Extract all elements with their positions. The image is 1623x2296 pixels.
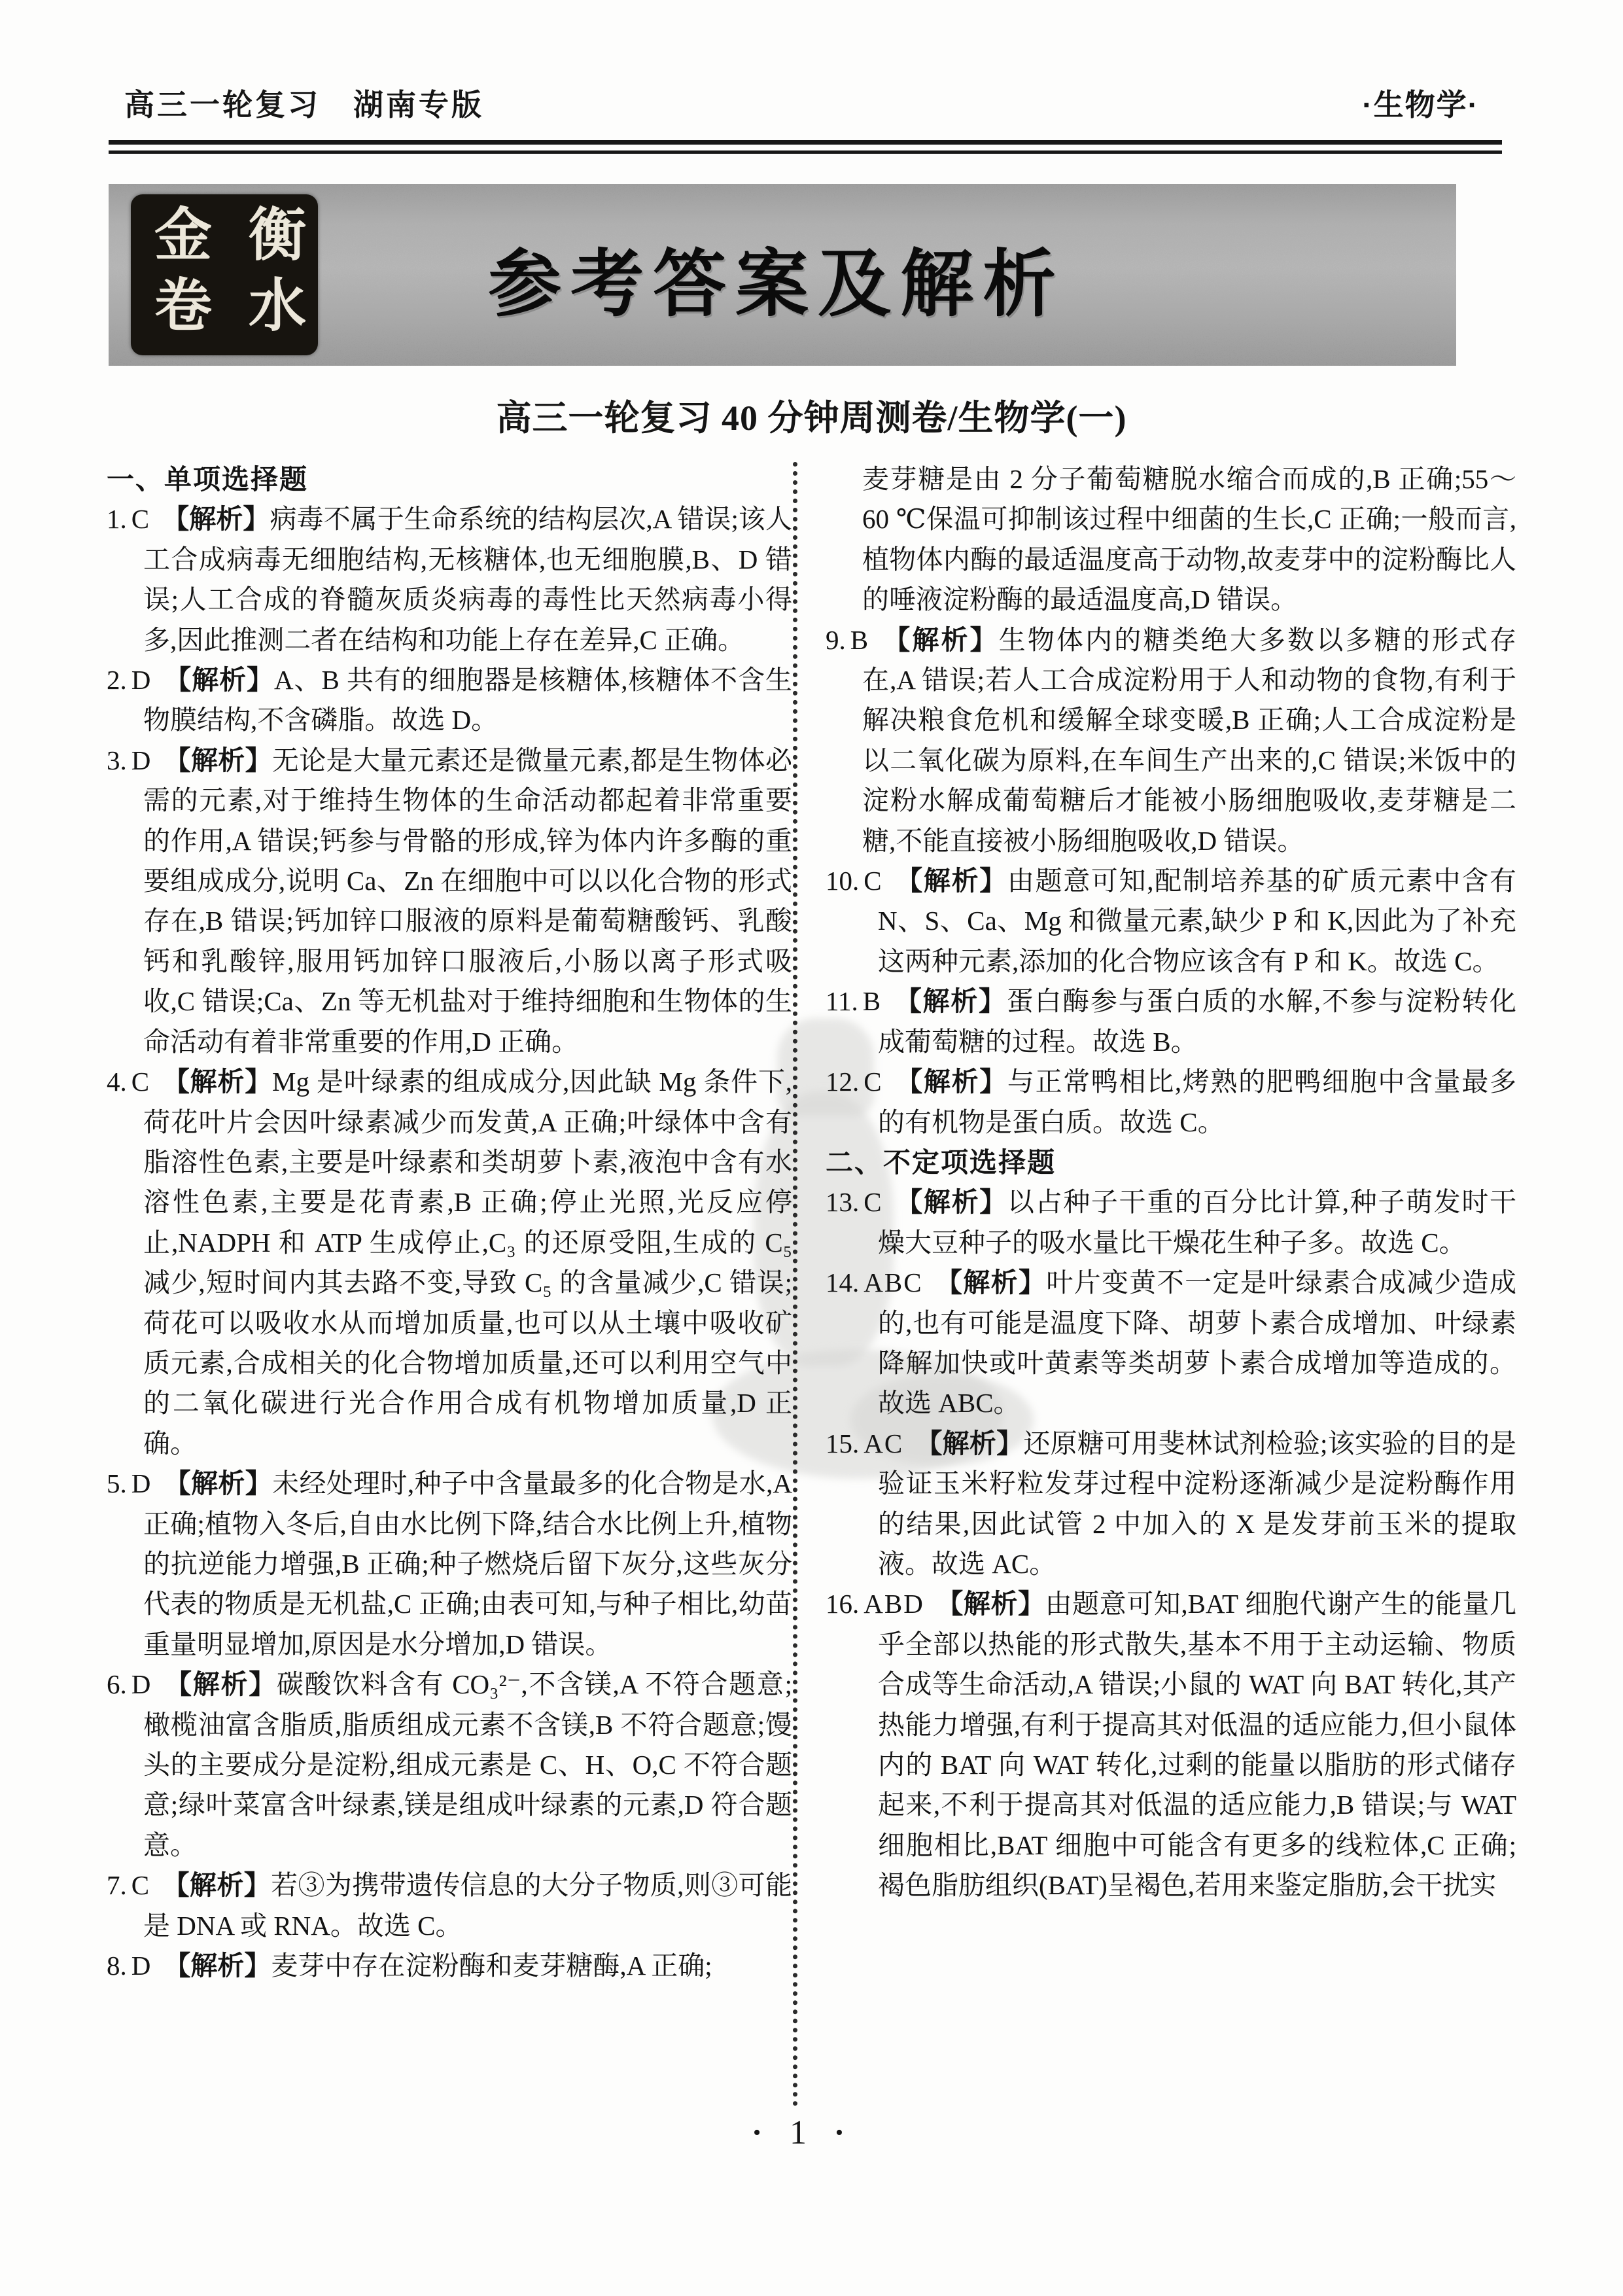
left-column xyxy=(107,459,792,2111)
page-number: 1 xyxy=(790,2114,807,2151)
question-number: 16. xyxy=(826,1589,860,1619)
question-number: 11. xyxy=(826,986,858,1017)
analysis-label: 【解析】 xyxy=(894,986,1007,1017)
question-number: 15. xyxy=(826,1428,860,1458)
analysis-text: 麦芽中存在淀粉酶和麦芽糖酶,A 正确; xyxy=(271,1951,712,1981)
banner-title: 参考答案及解析 xyxy=(488,243,1066,325)
analysis-text: 无论是大量元素还是微量元素,都是生物体必需的元素,对于维持生物体的生命活动都起着非常重要的作用,A 错误;钙参与骨骼的形成,锌为体内许多酶的重要组成成分,说明 Ca、Zn 在细胞中可以以化合物的形式存在,B 错误;钙加锌口服液的原料是葡萄糖酸钙、乳酸钙和乳酸锌,服用钙加锌口服液后,小肠以离子形式吸收,C 错误;Ca、Zn 等无机盐对于维持细胞和生物体的生命活动有着非常重要的作用,D 正确。 xyxy=(143,745,792,1057)
analysis-text: Mg 是叶绿素的组成成分,因此缺 Mg 条件下,荷花叶片会因叶绿素减少而发黄,A 正确;叶绿体中含有脂溶性色素,主要是叶绿素和类胡萝卜素,液泡中含有水溶性色素,主要是花青素,B 正确;停止光照,光反应停止,NADPH 和 ATP 生成停止,C₃ 的还原受阻,生成的 C₅ 减少,短时间内其去路不变,导致 C₅ 的含量减少,C 错误;荷花可以吸收水从而增加质量,也可以从土壤中吸收矿质元素,合成相关的化合物增加质量,还可以利用空气中的二氧化碳进行光合作用合成有机物增加质量,D 正确。 xyxy=(143,1067,792,1458)
page-footer xyxy=(667,2116,929,2150)
analysis-text: 还原糖可用斐林试剂检验;该实验的目的是验证玉米籽粒发芽过程中淀粉逐渐减少是淀粉酶作用的结果,因此试管 2 中加入的 X 是发芽前玉米的提取液。故选 AC。 xyxy=(878,1428,1516,1579)
answer-letter: D xyxy=(131,1669,152,1700)
question-number: 7. xyxy=(107,1870,127,1901)
answer-item-5 xyxy=(107,1464,792,1665)
analysis-text: 叶片变黄不一定是叶绿素合成减少造成的,也有可能是温度下降、胡萝卜素合成增加、叶绿素降解加快或叶黄素等类胡萝卜素合成增加等造成的。故选 ABC。 xyxy=(878,1267,1516,1419)
analysis-label: 【解析】 xyxy=(935,1589,1045,1619)
answer-item-4 xyxy=(107,1062,792,1464)
answer-letter: D xyxy=(131,1468,152,1499)
analysis-label: 【解析】 xyxy=(894,1187,1007,1218)
answer-item-2 xyxy=(107,660,792,741)
answer-item-16 xyxy=(826,1584,1516,1905)
answer-letter: D xyxy=(131,745,152,775)
analysis-text: 蛋白酶参与蛋白质的水解,不参与淀粉转化成葡萄糖的过程。故选 B。 xyxy=(878,986,1516,1057)
answer-item-3 xyxy=(107,741,792,1062)
section-title-multi-choice: 二、不定项选择题 xyxy=(826,1146,1056,1178)
analysis-label: 【解析】 xyxy=(881,624,999,655)
question-number: 8. xyxy=(107,1951,127,1981)
analysis-label: 【解析】 xyxy=(164,1951,271,1981)
answer-item-6 xyxy=(107,1665,792,1865)
question-number: 12. xyxy=(826,1067,860,1097)
answer-banner xyxy=(109,184,1456,366)
answer-letter: C xyxy=(864,866,883,896)
answer-letter: B xyxy=(862,986,882,1017)
seal-left-column: 金卷 xyxy=(146,204,209,345)
analysis-text: 麦芽糖是由 2 分子葡萄糖脱水缩合而成的,B 正确;55～60 ℃保温可抑制该过程中细菌的生长,C 正确;一般而言,植物体内酶的最适温度高于动物,故麦芽中的淀粉酶比人的唾液淀粉酶的最适温度高,D 错误。 xyxy=(862,464,1516,615)
analysis-text: 由题意可知,BAT 细胞代谢产生的能量几乎全部以热能的形式散失,基本不用于主动运输、物质合成等生命活动,A 错误;小鼠的 WAT 向 BAT 转化,其产热能力增强,有利于提高其对低温的适应能力,但小鼠体内的 BAT 向 WAT 转化,过剩的能量以脂肪的形式储存起来,不利于提高其对低温的适应能力,B 错误;与 WAT 细胞相比,BAT 细胞中可能含有更多的线粒体,C 正确;褐色脂肪组织(BAT)呈褐色,若用来鉴定脂肪,会干扰实 xyxy=(878,1589,1516,1901)
footer-bullet-icon: • xyxy=(835,2121,843,2145)
question-number: 1. xyxy=(107,504,127,535)
analysis-label: 【解析】 xyxy=(164,1468,273,1499)
analysis-label: 【解析】 xyxy=(915,1428,1024,1458)
header-edition-title: 高三一轮复习 湖南专版 xyxy=(124,88,484,122)
answer-letter: C xyxy=(131,504,151,535)
question-number: 2. xyxy=(107,665,127,696)
answer-item-15 xyxy=(826,1424,1516,1585)
question-number: 3. xyxy=(107,745,127,775)
question-number: 14. xyxy=(826,1267,860,1298)
analysis-text: 若③为携带遗传信息的大分子物质,则③可能是 DNA 或 RNA。故选 C。 xyxy=(143,1870,792,1941)
header-double-rule xyxy=(109,140,1502,154)
seal-right-column: 衡水 xyxy=(240,204,304,345)
question-number: 5. xyxy=(107,1468,127,1499)
analysis-text: 生物体内的糖类绝大多数以多糖的形式存在,A 错误;若人工合成淀粉用于人和动物的食物,有利于解决粮食危机和缓解全球变暖,B 正确;人工合成淀粉是以二氧化碳为原料,在车间生产出来的,C 错误;米饭中的淀粉水解成葡萄糖后才能被小肠细胞吸收,麦芽糖是二糖,不能直接被小肠细胞吸收,D 错误。 xyxy=(862,624,1516,856)
analysis-label: 【解析】 xyxy=(164,745,272,775)
analysis-label: 【解析】 xyxy=(164,1669,277,1700)
answer-item-12 xyxy=(826,1062,1516,1142)
answer-item-13 xyxy=(826,1182,1516,1263)
answer-letter: B xyxy=(850,624,870,655)
answer-letter: ABC xyxy=(864,1267,923,1298)
answer-item-8 xyxy=(107,1946,792,1986)
answer-letter: D xyxy=(131,665,152,696)
question-number: 4. xyxy=(107,1067,127,1097)
analysis-label: 【解析】 xyxy=(894,1067,1007,1097)
question-number: 6. xyxy=(107,1669,127,1700)
analysis-label: 【解析】 xyxy=(162,1870,271,1901)
answer-item-11 xyxy=(826,981,1516,1062)
paper-title: 高三一轮复习 40 分钟周测卷/生物学(一) xyxy=(496,398,1127,438)
answer-item-8-continued xyxy=(826,459,1516,620)
question-number: 13. xyxy=(826,1187,860,1218)
answer-letter: C xyxy=(864,1187,883,1218)
analysis-label: 【解析】 xyxy=(164,665,274,696)
analysis-text: 碳酸饮料含有 CO₃²⁻,不含镁,A 不符合题意;橄榄油富含脂质,脂质组成元素不含镁,B 不符合题意;馒头的主要成分是淀粉,组成元素是 C、H、O,C 不符合题意;绿叶菜富含叶绿素,镁是组成叶绿素的元素,D 符合题意。 xyxy=(143,1669,792,1860)
question-number: 9. xyxy=(826,624,846,655)
analysis-label: 【解析】 xyxy=(894,866,1007,896)
answer-letter: AC xyxy=(864,1428,904,1458)
footer-bullet-icon: • xyxy=(753,2121,761,2145)
answer-letter: C xyxy=(131,1067,151,1097)
answer-item-7 xyxy=(107,1865,792,1946)
answer-item-14 xyxy=(826,1263,1516,1424)
analysis-text: 未经处理时,种子中含量最多的化合物是水,A 正确;植物入冬后,自由水比例下降,结合水比例上升,植物的抗逆能力增强,B 正确;种子燃烧后留下灰分,这些灰分代表的物质是无机盐,C 正确;由表可知,与种子相比,幼苗重量明显增加,原因是水分增加,D 错误。 xyxy=(143,1468,792,1659)
header-subject-title: ·生物学· xyxy=(1362,88,1479,122)
question-number: 10. xyxy=(826,866,860,896)
analysis-text: 与正常鸭相比,烤熟的肥鸭细胞中含量最多的有机物是蛋白质。故选 C。 xyxy=(878,1067,1516,1137)
analysis-text: 病毒不属于生命系统的结构层次,A 错误;该人工合成病毒无细胞结构,无核糖体,也无细胞膜,B、D 错误;人工合成的脊髓灰质炎病毒的毒性比天然病毒小得多,因此推测二者在结构和功能上存在差异,C 正确。 xyxy=(143,504,792,655)
answer-letter: D xyxy=(131,1951,152,1981)
right-column xyxy=(826,459,1516,2111)
answer-item-9 xyxy=(826,620,1516,861)
answer-item-10 xyxy=(826,861,1516,981)
answer-letter: C xyxy=(864,1067,883,1097)
analysis-label: 【解析】 xyxy=(162,1067,273,1097)
section-title-single-choice: 一、单项选择题 xyxy=(107,464,309,495)
answer-item-1 xyxy=(107,499,792,660)
analysis-text: 由题意可知,配制培养基的矿质元素中含有 N、S、Ca、Mg 和微量元素,缺少 P 和 K,因此为了补充这两种元素,添加的化合物应该含有 P 和 K。故选 C。 xyxy=(878,866,1516,976)
answer-letter: ABD xyxy=(864,1589,924,1619)
analysis-label: 【解析】 xyxy=(934,1267,1047,1298)
answer-letter: C xyxy=(131,1870,151,1901)
analysis-text: A、B 共有的细胞器是核糖体,核糖体不含生物膜结构,不含磷脂。故选 D。 xyxy=(143,665,792,735)
publisher-seal-icon xyxy=(131,194,318,355)
analysis-label: 【解析】 xyxy=(162,504,270,535)
column-divider xyxy=(793,462,797,2107)
analysis-text: 以占种子干重的百分比计算,种子萌发时干燥大豆种子的吸水量比干燥花生种子多。故选 C。 xyxy=(878,1187,1516,1258)
